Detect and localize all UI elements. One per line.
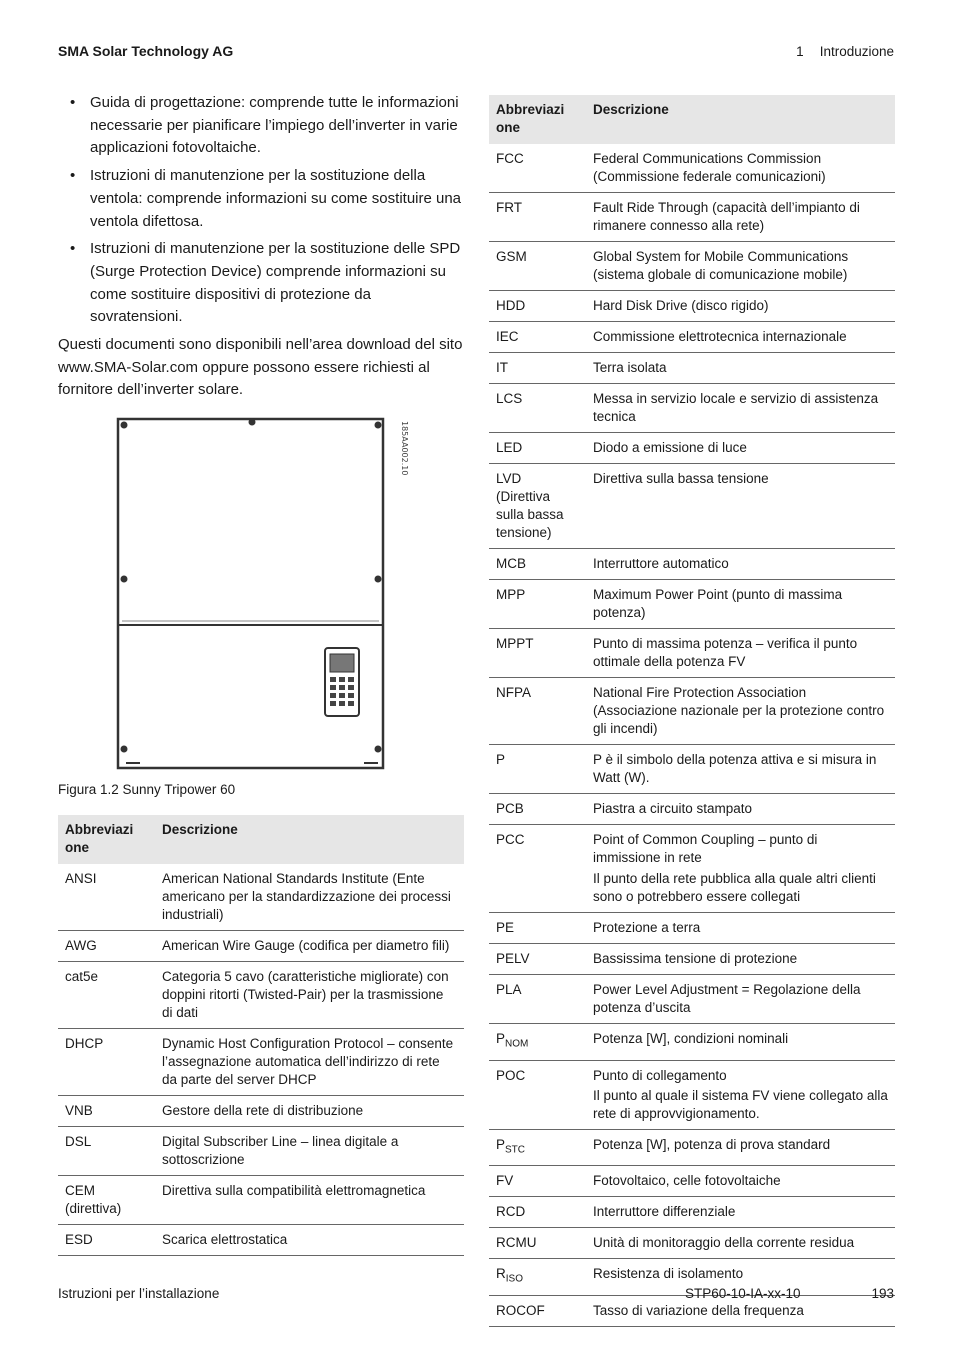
desc-cell: Fotovoltaico, celle fotovoltaiche bbox=[586, 1166, 895, 1197]
table-row bbox=[489, 944, 895, 975]
table-row bbox=[489, 913, 895, 944]
footer-doc-code: STP60-10-IA-xx-10 bbox=[685, 1286, 801, 1301]
desc-cell: Bassissima tensione di protezione bbox=[586, 944, 895, 975]
abbreviation-table-left bbox=[58, 815, 464, 1256]
abbr-cell bbox=[489, 1024, 586, 1061]
abbr-cell: FRT bbox=[489, 193, 586, 242]
abbr-cell: FCC bbox=[489, 144, 586, 193]
abbr-cell: POC bbox=[489, 1060, 586, 1129]
desc-cell: Potenza [W], potenza di prova standard bbox=[586, 1129, 895, 1166]
desc-cell: Piastra a circuito stampato bbox=[586, 794, 895, 825]
table-row bbox=[58, 1096, 464, 1127]
screw-icon bbox=[121, 576, 128, 583]
desc-cell: Messa in servizio locale e servizio di assistenza tecnica bbox=[586, 384, 895, 433]
table-row bbox=[489, 1129, 895, 1166]
desc-cell: Categoria 5 cavo (caratteristiche migliorate) con doppini ritorti (Twisted-Pair) per la trasmissione di dati bbox=[155, 962, 464, 1029]
table-row bbox=[489, 745, 895, 794]
desc-cell: Unità di monitoraggio della corrente residua bbox=[586, 1228, 895, 1259]
table-row bbox=[489, 144, 895, 193]
table-row bbox=[489, 353, 895, 384]
header-abbr: Abbreviazi one bbox=[489, 95, 586, 144]
abbreviation-table-right bbox=[489, 95, 895, 1327]
desc-cell: P è il simbolo della potenza attiva e si misura in Watt (W). bbox=[586, 745, 895, 794]
table-row bbox=[489, 193, 895, 242]
page-number: 193 bbox=[871, 1286, 894, 1301]
abbr-cell: LCS bbox=[489, 384, 586, 433]
abbr-cell: GSM bbox=[489, 242, 586, 291]
desc-line: Point of Common Coupling – punto di immissione in rete bbox=[593, 832, 818, 865]
screw-icon bbox=[375, 576, 382, 583]
table-row bbox=[489, 1197, 895, 1228]
abbr-cell: LED bbox=[489, 433, 586, 464]
table-row bbox=[489, 629, 895, 678]
abbr-cell: PELV bbox=[489, 944, 586, 975]
abbr-main: R bbox=[496, 1266, 506, 1282]
desc-cell: Hard Disk Drive (disco rigido) bbox=[586, 291, 895, 322]
abbr-cell: FV bbox=[489, 1166, 586, 1197]
desc-cell: Digital Subscriber Line – linea digitale a sottoscrizione bbox=[155, 1127, 464, 1176]
display-screen bbox=[330, 654, 354, 672]
abbr-cell: AWG bbox=[58, 931, 155, 962]
desc-cell: Fault Ride Through (capacità dell’impianto di rimanere connesso alla rete) bbox=[586, 193, 895, 242]
abbr-cell: NFPA bbox=[489, 678, 586, 745]
table-row bbox=[489, 1060, 895, 1129]
header-desc: Descrizione bbox=[155, 815, 464, 864]
desc-line: Il punto al quale il sistema FV viene collegato alla rete di approvvigionamento. bbox=[593, 1087, 888, 1121]
header-chapter bbox=[796, 44, 894, 59]
desc-cell: Punto di massima potenza – verifica il punto ottimale della potenza FV bbox=[586, 629, 895, 678]
desc-cell: Global System for Mobile Communications (sistema globale di comunicazione mobile) bbox=[586, 242, 895, 291]
desc-cell: National Fire Protection Association (Associazione nazionale per la protezione contro gli incendi) bbox=[586, 678, 895, 745]
chapter-number: 1 bbox=[796, 44, 804, 59]
abbr-subscript: NOM bbox=[505, 1038, 529, 1050]
desc-cell: Direttiva sulla bassa tensione bbox=[586, 464, 895, 549]
desc-line: Punto di collegamento bbox=[593, 1067, 727, 1083]
abbr-main: P bbox=[496, 1031, 506, 1046]
desc-cell bbox=[586, 1060, 895, 1129]
abbr-cell: IEC bbox=[489, 322, 586, 353]
desc-cell: Resistenza di isolamento bbox=[586, 1259, 895, 1296]
table-row bbox=[58, 1225, 464, 1256]
abbr-cell: PE bbox=[489, 913, 586, 944]
abbr-cell: HDD bbox=[489, 291, 586, 322]
abbr-cell: MPPT bbox=[489, 629, 586, 678]
abbr-cell: CEM (direttiva) bbox=[58, 1176, 155, 1225]
list-item: • Guida di progettazione: comprende tutte le informazioni necessarie per pianificare l’impiego dell’inverter in varie applicazioni fotovoltaiche. bbox=[58, 92, 464, 160]
table-row bbox=[489, 291, 895, 322]
table-row bbox=[489, 580, 895, 629]
footer-title: Istruzioni per l’installazione bbox=[58, 1286, 220, 1301]
desc-cell: American National Standards Institute (Ente americano per la standardizzazione dei processi industriali) bbox=[155, 864, 464, 931]
list-item: • Istruzioni di manutenzione per la sostituzione delle SPD (Surge Protection Device) comprende informazioni su come sostituire dispositivi di protezione da sovratensioni. bbox=[58, 238, 464, 329]
screw-icon bbox=[249, 419, 256, 426]
table-row bbox=[489, 464, 895, 549]
desc-cell bbox=[586, 825, 895, 913]
figure-caption: Figura 1.2 Sunny Tripower 60 bbox=[58, 782, 236, 797]
abbr-cell: LVD (Direttiva sulla bassa tensione) bbox=[489, 464, 586, 549]
desc-cell: Federal Communications Commission (Commissione federale comunicazioni) bbox=[586, 144, 895, 193]
desc-cell: Scarica elettrostatica bbox=[155, 1225, 464, 1256]
abbr-cell: ESD bbox=[58, 1225, 155, 1256]
abbr-cell: DHCP bbox=[58, 1029, 155, 1096]
abbr-main: P bbox=[496, 1136, 506, 1152]
abbr-cell: IT bbox=[489, 353, 586, 384]
abbr-cell: DSL bbox=[58, 1127, 155, 1176]
table-row bbox=[489, 322, 895, 353]
abbr-subscript: ISO bbox=[505, 1274, 523, 1286]
availability-paragraph: Questi documenti sono disponibili nell’area download del sito www.SMA-Solar.com oppure possono essere richiesti al fornitore dell’inverter solare. bbox=[58, 336, 463, 399]
table-row bbox=[58, 931, 464, 962]
table-row bbox=[489, 825, 895, 913]
desc-cell: Commissione elettrotecnica internazionale bbox=[586, 322, 895, 353]
abbr-cell: RCMU bbox=[489, 1228, 586, 1259]
desc-cell: Terra isolata bbox=[586, 353, 895, 384]
abbr-cell: PCC bbox=[489, 825, 586, 913]
table-row bbox=[489, 549, 895, 580]
abbr-cell: ANSI bbox=[58, 864, 155, 931]
chapter-title: Introduzione bbox=[819, 44, 894, 59]
header-company: SMA Solar Technology AG bbox=[58, 43, 234, 59]
table-row bbox=[58, 1176, 464, 1225]
desc-cell: Direttiva sulla compatibilità elettromagnetica bbox=[155, 1176, 464, 1225]
table-row bbox=[58, 962, 464, 1029]
abbr-cell: MPP bbox=[489, 580, 586, 629]
desc-cell: Diodo a emissione di luce bbox=[586, 433, 895, 464]
table-row bbox=[489, 433, 895, 464]
abbr-cell: VNB bbox=[58, 1096, 155, 1127]
desc-cell: Dynamic Host Configuration Protocol – consente l’assegnazione automatica dell’indirizzo di rete da parte del server DHCP bbox=[155, 1029, 464, 1096]
inverter-figure bbox=[110, 413, 410, 773]
desc-cell: American Wire Gauge (codifica per diametro fili) bbox=[155, 931, 464, 962]
document-list bbox=[58, 92, 464, 329]
table-row bbox=[489, 678, 895, 745]
desc-cell: Interruttore differenziale bbox=[586, 1197, 895, 1228]
table-row bbox=[489, 975, 895, 1024]
screw-icon bbox=[121, 422, 128, 429]
table-row bbox=[489, 1228, 895, 1259]
desc-cell: Interruttore automatico bbox=[586, 549, 895, 580]
abbr-subscript: STC bbox=[505, 1144, 526, 1156]
abbr-cell: PLA bbox=[489, 975, 586, 1024]
header-desc: Descrizione bbox=[586, 95, 895, 144]
table-row bbox=[489, 794, 895, 825]
table-row bbox=[58, 1029, 464, 1096]
table-row bbox=[58, 864, 464, 931]
table-row bbox=[489, 242, 895, 291]
desc-line: Il punto della rete pubblica alla quale altri clienti sono o potrebbero essere collegati bbox=[593, 871, 876, 904]
desc-cell: Gestore della rete di distribuzione bbox=[155, 1096, 464, 1127]
table-row bbox=[489, 1166, 895, 1197]
abbr-cell bbox=[489, 1129, 586, 1166]
table-row bbox=[489, 1024, 895, 1061]
abbr-cell: PCB bbox=[489, 794, 586, 825]
abbr-cell: RCD bbox=[489, 1197, 586, 1228]
abbr-cell: cat5e bbox=[58, 962, 155, 1029]
screw-icon bbox=[121, 746, 128, 753]
table-row bbox=[58, 1127, 464, 1176]
table-row bbox=[489, 384, 895, 433]
screw-icon bbox=[375, 422, 382, 429]
table-header-row bbox=[489, 95, 895, 144]
abbr-cell: MCB bbox=[489, 549, 586, 580]
desc-cell: Protezione a terra bbox=[586, 913, 895, 944]
left-column bbox=[58, 92, 464, 402]
table-header-row bbox=[58, 815, 464, 864]
header-abbr: Abbreviazi one bbox=[58, 815, 155, 864]
desc-cell: Maximum Power Point (punto di massima potenza) bbox=[586, 580, 895, 629]
desc-cell: Potenza [W], condizioni nominali bbox=[586, 1024, 895, 1061]
abbr-cell: P bbox=[489, 745, 586, 794]
list-item: • Istruzioni di manutenzione per la sostituzione della ventola: comprende informazioni su come sostituire una ventola difettosa. bbox=[58, 165, 464, 233]
screw-icon bbox=[375, 746, 382, 753]
abbr-cell bbox=[489, 1259, 586, 1296]
desc-cell: Power Level Adjustment = Regolazione della potenza d’uscita bbox=[586, 975, 895, 1024]
abbr-cell: ROCOF bbox=[489, 1296, 586, 1327]
figure-code: 185AA002.10 bbox=[400, 421, 409, 476]
desc-cell: Tasso di variazione della frequenza bbox=[586, 1296, 895, 1327]
